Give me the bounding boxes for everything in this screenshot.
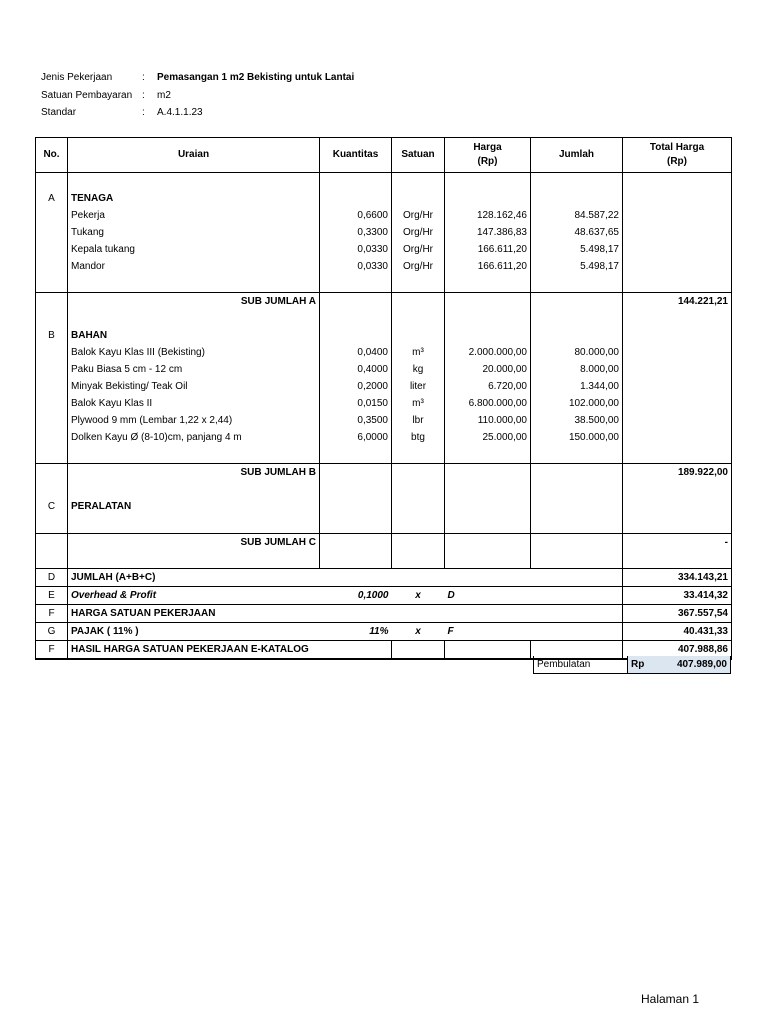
item-kuantitas: 0,3500	[320, 412, 392, 429]
item-uraian: Mandor	[68, 258, 320, 275]
summary-label: HASIL HARGA SATUAN PEKERJAAN E-KATALOG	[68, 641, 392, 660]
table-row	[36, 344, 732, 361]
table-row	[36, 378, 732, 395]
item-uraian: Balok Kayu Klas III (Bekisting)	[68, 344, 320, 361]
item-jumlah: 102.000,00	[531, 395, 623, 412]
sub-total: -	[623, 534, 732, 552]
table-row	[36, 241, 732, 258]
summary-code: G	[36, 623, 68, 641]
item-uraian: Tukang	[68, 224, 320, 241]
item-jumlah: 80.000,00	[531, 344, 623, 361]
col-jumlah: Jumlah	[531, 138, 623, 173]
item-jumlah: 5.498,17	[531, 258, 623, 275]
item-satuan: lbr	[392, 412, 445, 429]
section-code: B	[36, 327, 68, 344]
item-satuan: Org/Hr	[392, 241, 445, 258]
cost-analysis-table	[35, 137, 732, 660]
section-code: A	[36, 190, 68, 207]
summary-x: x	[392, 623, 445, 641]
item-kuantitas: 0,0150	[320, 395, 392, 412]
col-total: Total Harga (Rp)	[623, 138, 732, 173]
jenis-value: Pemasangan 1 m2 Bekisting untuk Lantai	[157, 72, 355, 83]
summary-total: 334.143,21	[623, 569, 732, 587]
satuan-label: Satuan Pembayaran	[41, 90, 133, 101]
item-jumlah: 84.587,22	[531, 207, 623, 224]
sub-total-a-row	[36, 293, 732, 311]
summary-total: 40.431,33	[623, 623, 732, 641]
item-uraian: Balok Kayu Klas II	[68, 395, 320, 412]
item-jumlah: 5.498,17	[531, 241, 623, 258]
item-harga: 20.000,00	[445, 361, 531, 378]
item-jumlah: 150.000,00	[531, 429, 623, 446]
page-number: Halaman 1	[641, 992, 700, 1006]
item-uraian: Plywood 9 mm (Lembar 1,22 x 2,44)	[68, 412, 320, 429]
summary-row-e	[36, 587, 732, 605]
sub-total: 144.221,21	[623, 293, 732, 311]
item-uraian: Minyak Bekisting/ Teak Oil	[68, 378, 320, 395]
summary-factor: 0,1000	[320, 587, 392, 605]
item-harga: 166.611,20	[445, 241, 531, 258]
standar-label: Standar	[41, 107, 77, 118]
col-harga: Harga (Rp)	[445, 138, 531, 173]
summary-label: Overhead & Profit	[68, 587, 320, 605]
colon: :	[142, 90, 145, 101]
summary-code: E	[36, 587, 68, 605]
section-a-title-row	[36, 190, 732, 207]
item-harga: 25.000,00	[445, 429, 531, 446]
summary-ref: F	[445, 623, 531, 641]
col-kuantitas: Kuantitas	[320, 138, 392, 173]
item-kuantitas: 0,0330	[320, 241, 392, 258]
sub-total: 189.922,00	[623, 464, 732, 482]
section-title: BAHAN	[68, 327, 320, 344]
item-satuan: m³	[392, 344, 445, 361]
item-jumlah: 38.500,00	[531, 412, 623, 429]
item-satuan: Org/Hr	[392, 207, 445, 224]
table-row	[36, 361, 732, 378]
section-b-title-row	[36, 327, 732, 344]
pembulatan-currency: Rp	[631, 659, 645, 670]
section-title: TENAGA	[68, 190, 320, 207]
item-harga: 166.611,20	[445, 258, 531, 275]
summary-row-f	[36, 605, 732, 623]
summary-label: JUMLAH (A+B+C)	[68, 569, 623, 587]
table-header-row	[36, 138, 732, 173]
table-row	[36, 207, 732, 224]
summary-x: x	[392, 587, 445, 605]
item-satuan: Org/Hr	[392, 224, 445, 241]
satuan-value: m2	[157, 90, 171, 101]
summary-code: F	[36, 605, 68, 623]
sub-label: SUB JUMLAH B	[68, 464, 320, 482]
sub-label: SUB JUMLAH C	[68, 534, 320, 552]
table-row	[36, 258, 732, 275]
item-uraian: Dolken Kayu Ø (8-10)cm, panjang 4 m	[68, 429, 320, 446]
section-c-title-row	[36, 498, 732, 515]
pembulatan-label: Pembulatan	[533, 656, 630, 674]
item-satuan: kg	[392, 361, 445, 378]
item-kuantitas: 0,0400	[320, 344, 392, 361]
sub-label: SUB JUMLAH A	[68, 293, 320, 311]
item-satuan: liter	[392, 378, 445, 395]
table-row	[36, 429, 732, 446]
col-uraian: Uraian	[68, 138, 320, 173]
summary-code: D	[36, 569, 68, 587]
item-uraian: Paku Biasa 5 cm - 12 cm	[68, 361, 320, 378]
item-harga: 110.000,00	[445, 412, 531, 429]
item-kuantitas: 0,2000	[320, 378, 392, 395]
summary-total: 407.988,86	[623, 641, 732, 660]
jenis-label: Jenis Pekerjaan	[41, 72, 113, 83]
item-uraian: Kepala tukang	[68, 241, 320, 258]
colon: :	[142, 72, 145, 83]
table-row	[36, 395, 732, 412]
item-harga: 6.720,00	[445, 378, 531, 395]
item-kuantitas: 0,4000	[320, 361, 392, 378]
col-no: No.	[36, 138, 68, 173]
item-harga: 6.800.000,00	[445, 395, 531, 412]
item-uraian: Pekerja	[68, 207, 320, 224]
item-kuantitas: 0,0330	[320, 258, 392, 275]
item-harga: 2.000.000,00	[445, 344, 531, 361]
summary-total: 367.557,54	[623, 605, 732, 623]
summary-row-d	[36, 569, 732, 587]
item-harga: 147.386,83	[445, 224, 531, 241]
summary-total: 33.414,32	[623, 587, 732, 605]
summary-factor: 11%	[320, 623, 392, 641]
item-satuan: m³	[392, 395, 445, 412]
pembulatan-value-box	[627, 656, 731, 674]
item-satuan: btg	[392, 429, 445, 446]
item-harga: 128.162,46	[445, 207, 531, 224]
item-jumlah: 48.637,65	[531, 224, 623, 241]
section-title: PERALATAN	[68, 498, 320, 515]
item-satuan: Org/Hr	[392, 258, 445, 275]
table-row	[36, 224, 732, 241]
col-satuan: Satuan	[392, 138, 445, 173]
summary-label: PAJAK ( 11% )	[68, 623, 320, 641]
item-jumlah: 1.344,00	[531, 378, 623, 395]
summary-row-g	[36, 623, 732, 641]
item-kuantitas: 6,0000	[320, 429, 392, 446]
colon: :	[142, 107, 145, 118]
item-kuantitas: 0,3300	[320, 224, 392, 241]
section-code: C	[36, 498, 68, 515]
summary-code: F	[36, 641, 68, 660]
item-jumlah: 8.000,00	[531, 361, 623, 378]
table-row	[36, 412, 732, 429]
pembulatan-value: 407.989,00	[676, 659, 727, 670]
summary-label: HARGA SATUAN PEKERJAAN	[68, 605, 623, 623]
summary-ref: D	[445, 587, 531, 605]
sub-total-c-row	[36, 534, 732, 552]
sub-total-b-row	[36, 464, 732, 482]
standar-value: A.4.1.1.23	[157, 107, 203, 118]
item-kuantitas: 0,6600	[320, 207, 392, 224]
